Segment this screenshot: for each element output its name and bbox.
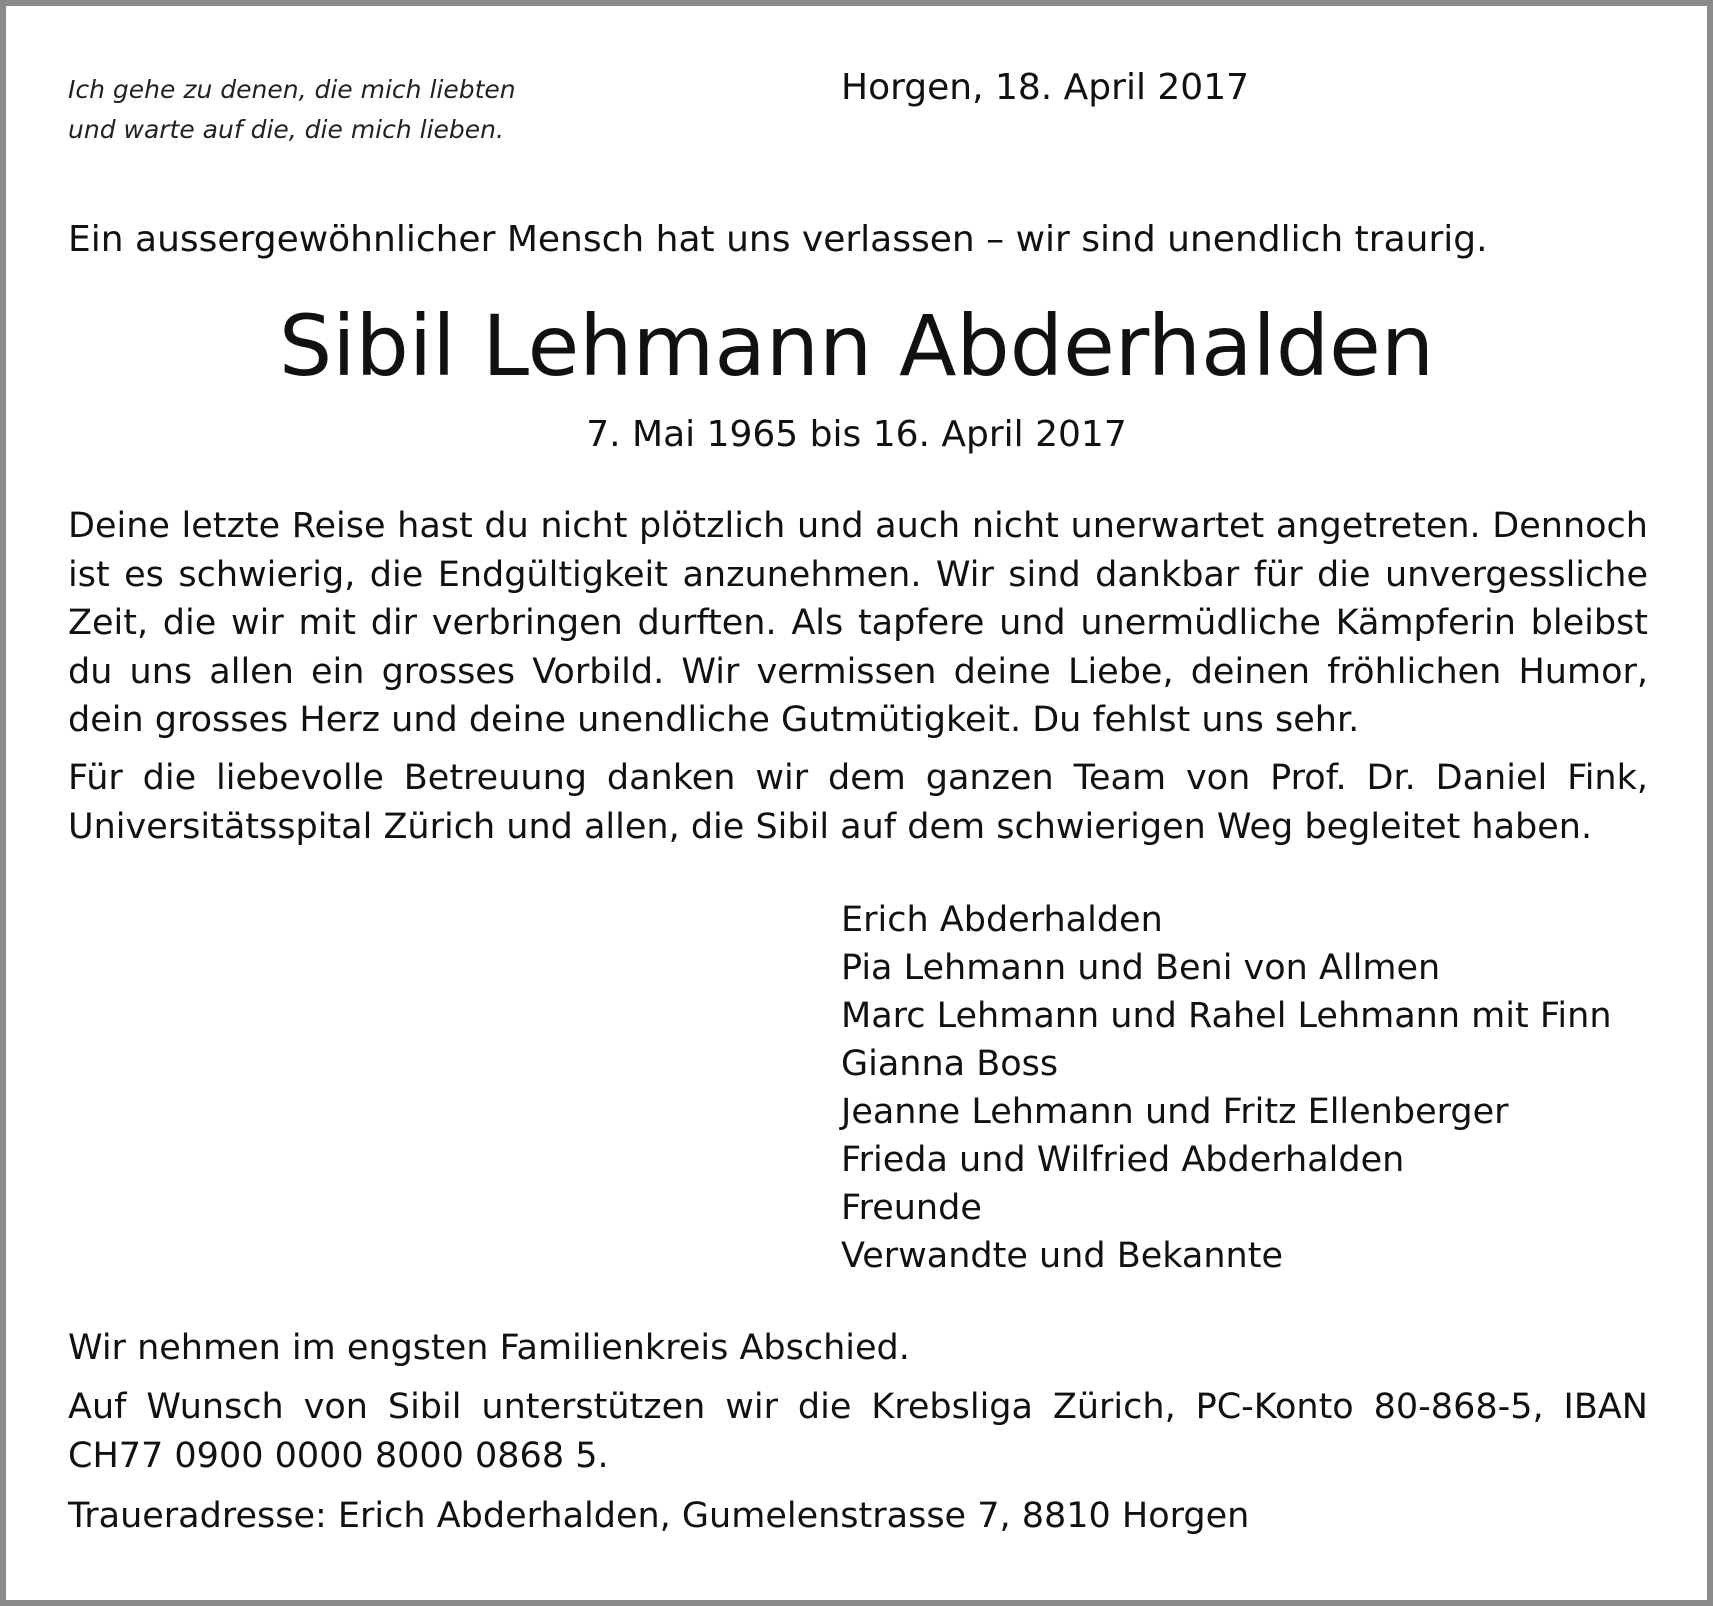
- mourner-item: Pia Lehmann und Beni von Allmen: [841, 948, 1441, 988]
- motto-line-2: und warte auf die, die mich lieben.: [68, 115, 504, 144]
- intro-sentence: Ein aussergewöhnlicher Mensch hat uns verlassen – wir sind unendlich traurig.: [68, 219, 1488, 260]
- deceased-name: Sibil Lehmann Abderhalden: [278, 297, 1435, 395]
- mourner-item: Verwandte und Bekannte: [841, 1236, 1283, 1276]
- thanks-paragraph: Für die liebevolle Betreuung danken wir dem ganzen Team von Prof. Dr. Daniel Fink, Universitätsspital Zürich und allen, die Sibil auf dem schwierigen Weg begleitet haben.: [68, 758, 1648, 847]
- mourner-item: Frieda und Wilfried Abderhalden: [841, 1140, 1405, 1180]
- farewell-paragraph: Deine letzte Reise hast du nicht plötzlich und auch nicht unerwartet angetreten. Dennoch ist es schwierig, die Endgültigkeit anzunehmen. Wir sind dankbar für die unvergessliche Zeit, die wir mit dir verbringen durften. Als tapfere und unermüdliche Kämpferin bleibst du uns allen ein grosses Vorbild. Wir vermissen deine Liebe, deinen fröhlichen Humor, dein grosses Herz und deine unendliche Gutmütigkeit. Du fehlst uns sehr.: [68, 506, 1648, 740]
- mourning-address: Traueradresse: Erich Abderhalden, Gumelenstrasse 7, 8810 Horgen: [68, 1496, 1250, 1536]
- life-dates: 7. Mai 1965 bis 16. April 2017: [586, 414, 1127, 455]
- mourner-item: Freunde: [841, 1188, 982, 1228]
- mourner-item: Erich Abderhalden: [841, 900, 1163, 940]
- farewell-note: Wir nehmen im engsten Familienkreis Abschied.: [68, 1328, 910, 1368]
- place-date: Horgen, 18. April 2017: [841, 67, 1250, 108]
- donation-note: Auf Wunsch von Sibil unterstützen wir die Krebsliga Zürich, PC-Konto 80-868-5, IBAN CH77 0900 0000 8000 0868 5.: [68, 1387, 1648, 1476]
- mourner-item: Jeanne Lehmann und Fritz Ellenberger: [841, 1092, 1509, 1132]
- mourner-item: Marc Lehmann und Rahel Lehmann mit Finn: [841, 996, 1612, 1036]
- mourners-list: [841, 896, 1612, 1280]
- motto-quote: [68, 70, 516, 150]
- mourner-item: Gianna Boss: [841, 1044, 1059, 1084]
- motto-line-1: Ich gehe zu denen, die mich liebten: [68, 75, 516, 104]
